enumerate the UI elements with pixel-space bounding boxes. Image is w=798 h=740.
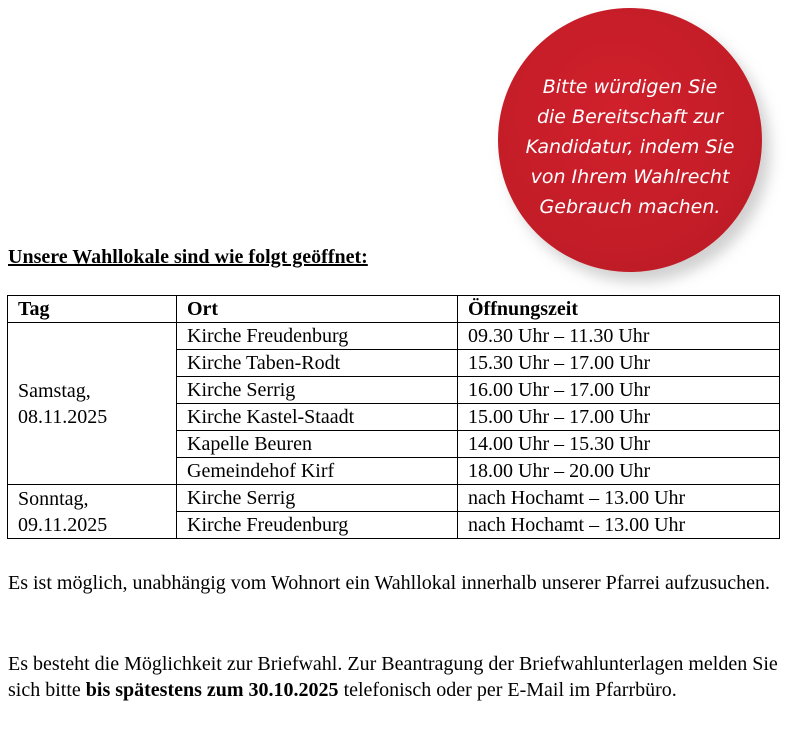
- place-cell: Kirche Freudenburg: [177, 323, 458, 350]
- time-cell: 16.00 Uhr – 17.00 Uhr: [458, 377, 780, 404]
- day-name: Sonntag,: [18, 487, 89, 510]
- badge-text: [498, 72, 762, 222]
- place-cell: Kapelle Beuren: [177, 431, 458, 458]
- time-cell: 14.00 Uhr – 15.30 Uhr: [458, 431, 780, 458]
- briefwahl-deadline: bis spätestens zum 30.10.2025: [85, 679, 339, 701]
- time-cell: 15.00 Uhr – 17.00 Uhr: [458, 404, 780, 431]
- badge-line: die Bereitschaft zur: [536, 106, 724, 128]
- place-cell: Kirche Kastel-Staadt: [177, 404, 458, 431]
- polling-stations-table: [7, 295, 780, 539]
- table-row: [8, 485, 780, 512]
- briefwahl-text-after: telefonisch oder per E-Mail im Pfarrbüro.: [338, 679, 677, 701]
- time-cell: 09.30 Uhr – 11.30 Uhr: [458, 323, 780, 350]
- time-cell: nach Hochamt – 13.00 Uhr: [458, 485, 780, 512]
- info-paragraph-briefwahl: [8, 651, 793, 703]
- wahl-appeal-badge: [498, 8, 762, 272]
- place-cell: Kirche Freudenburg: [177, 512, 458, 539]
- header-oeffnungszeit: Öffnungszeit: [458, 296, 780, 323]
- time-cell: nach Hochamt – 13.00 Uhr: [458, 512, 780, 539]
- day-cell-sunday: [8, 485, 177, 539]
- briefwahl-text-before: Es besteht die Möglichkeit zur Briefwahl. Zur Beantragung der Briefwahlunterlagen melden Sie sich bitte: [8, 653, 778, 701]
- place-cell: Gemeindehof Kirf: [177, 458, 458, 485]
- badge-line: Bitte würdigen Sie: [542, 76, 718, 98]
- place-cell: Kirche Serrig: [177, 485, 458, 512]
- table-row: [8, 323, 780, 350]
- day-name: Samstag,: [18, 379, 91, 402]
- time-cell: 18.00 Uhr – 20.00 Uhr: [458, 458, 780, 485]
- place-cell: Kirche Taben-Rodt: [177, 350, 458, 377]
- badge-line: Kandidatur, indem Sie: [525, 136, 735, 158]
- badge-line: Gebrauch machen.: [539, 196, 721, 218]
- header-ort: Ort: [177, 296, 458, 323]
- day-date: 08.11.2025: [18, 405, 108, 428]
- place-cell: Kirche Serrig: [177, 377, 458, 404]
- info-paragraph-location: Es ist möglich, unabhängig vom Wohnort ein Wahllokal innerhalb unserer Pfarrei aufzusuchen.: [8, 572, 770, 594]
- time-cell: 15.30 Uhr – 17.00 Uhr: [458, 350, 780, 377]
- badge-line: von Ihrem Wahlrecht: [530, 166, 730, 188]
- day-date: 09.11.2025: [18, 513, 108, 536]
- schedule-heading: Unsere Wahllokale sind wie folgt geöffnet:: [8, 246, 368, 268]
- table-header-row: [8, 296, 780, 323]
- day-cell-saturday: [8, 323, 177, 485]
- header-tag: Tag: [8, 296, 177, 323]
